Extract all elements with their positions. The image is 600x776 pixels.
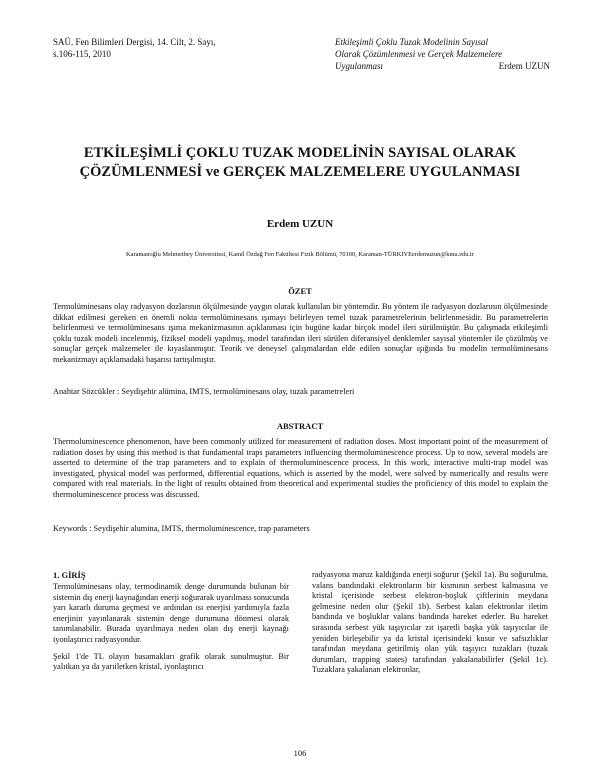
intro-left-column	[53, 582, 289, 679]
running-title	[335, 36, 550, 72]
running-title-line-2: Olarak Çözümlenmesi ve Gerçek Malzemelere	[335, 49, 503, 59]
running-author: Erdem UZUN	[498, 61, 550, 71]
author-name: Erdem UZUN	[266, 218, 334, 230]
abstract-keywords: Keywords : Seydişehir alumina, IMTS, thermoluminescence, trap parameters	[53, 524, 310, 533]
page-number: 106	[293, 748, 307, 758]
intro-heading: 1. GİRİŞ	[53, 570, 86, 580]
title-line-2: ÇÖZÜMLENMESİ ve GERÇEK MALZEMELERE UYGULANMASI	[79, 164, 521, 180]
intro-right-column	[312, 570, 548, 682]
abstract-text: Thermoluminescence phenomenon, have been commonly utilized for measurement of radiation doses. Most important point of the measurement of radiation doses by using this method is that fundamental traps parameters influencing thermoluminescence process. Up to now, several models are asserted to determine of the trap parameters and to explain of thermoluminescence process. In this work, interactive multi-trap model was investigated, physical model was performed, differential equations, which is asserted by the model, were solved by numerically and results were compared with real materials. In the light of results obtained from theoretical and experimental studies the proficiency of this model to explain the thermoluminescence process was discussed.	[53, 437, 548, 499]
journal-line-1: SAÜ. Fen Bilimleri Dergisi, 14. Cilt, 2. Sayı,	[53, 37, 216, 47]
running-title-line-1: Etkileşimli Çoklu Tuzak Modelinin Sayısal	[335, 37, 488, 47]
intro-left-paragraph-1: Termolüminesans olay, termodinamik denge durumunda bulunan bir sistemin dış enerji kaynağından enerji soğurarak uyarılması sonucunda yarı kararlı duruma geçmesi ve ardından ısı enerjisi yardımıyla fazla enerjinin yayınlanarak sistemin denge durumuna dönmesi olarak tanımlanabilir. Burada uyarılmaya neden olan dış enerji kaynağı iyonlaştırıcı radyasyondur.	[53, 582, 289, 644]
journal-line-2: s.106-115, 2010	[53, 49, 111, 59]
running-title-line-3: Uygulanması	[335, 61, 383, 71]
author-affiliation: Karamanoğlu Mehmetbey Üniversitesi, Kamil Özdağ Fen Fakültesi Fizik Bölümü, 70100, Karaman-TÜRKİYEerdemuzun@kmu.edu.tr	[126, 251, 474, 258]
abstract-heading: ABSTRACT	[276, 421, 324, 431]
ozet-keywords: Anahtar Sözcükler : Seydişehir alümina, IMTS, termolüminesans olay, tuzak parametreleri	[53, 387, 355, 396]
paper-title	[40, 144, 560, 182]
intro-left-paragraph-2: Şekil 1'de TL olayın basamakları grafik olarak sunulmuştur. Bir yalıtkan ya da yarıiletken kristal, iyonlaştırıcı	[53, 651, 289, 672]
ozet-heading: ÖZET	[288, 286, 312, 296]
intro-right-paragraph-1: radyasyona maruz kaldığında enerji soğurur (Şekil 1a). Bu soğurulma, valans bandındaki elektronların bir kısmının serbest kalmasına ve kristal içerisinde serbest elektron-boşluk çiftlerinin meydana gelmesine neden olur (Şekil 1b). Serbest kalan elektronlar iletim bandında ve boşluklar valans bandında hareket ederler. Bu hareket sırasında serbest yük taşıyıcılar zıt işaretli başka yük taşıyıcılar ile yeniden birleşebilir ya da kristal içerisindeki kusur ve safsızlıklar tarafından meydana getirilmiş olan yük taşıyıcı tuzakları (tuzak durumları, trapping states) tarafından yakalanabilirler (Şekil 1c). Tuzaklara yakalanan elektronlar,	[312, 570, 548, 675]
ozet-text: Termolüminesans olay radyasyon dozlarının ölçülmesinde yaygın olarak kullanılan bir yöntemdir. Bu yöntem ile radyasyon dozlarının ölçülmesinde dikkat edilmesi gereken en önemli nokta termolüminesans ışımayı belirleyen temel tuzak parametrelerinin belirlenmesidir. Bu parametrelerin belirlenmesi ve termolüminesans ışıma mekanizmasının açıklanması için bugüne kadar birçok model ileri sürülmüştür. Bu çalışmada etkileşimli çoklu tuzak modeli incelenmiş, fiziksel modeli yapılmış, model tarafından ileri sürülen diferansiyel denklemler sayısal yöntemler ile çözülmüş ve sonuçlar gerçek malzemeler ile kıyaslanmıştır. Teorik ve deneysel çalışmalardan elde edilen sonuçlar ışığında bu modelin termolüminesans mekanizmayı açıklamadaki başarısı tartışılmıştır.	[53, 302, 548, 364]
journal-citation	[53, 36, 303, 60]
title-line-1: ETKİLEŞİMLİ ÇOKLU TUZAK MODELİNİN SAYISAL OLARAK	[83, 145, 517, 161]
